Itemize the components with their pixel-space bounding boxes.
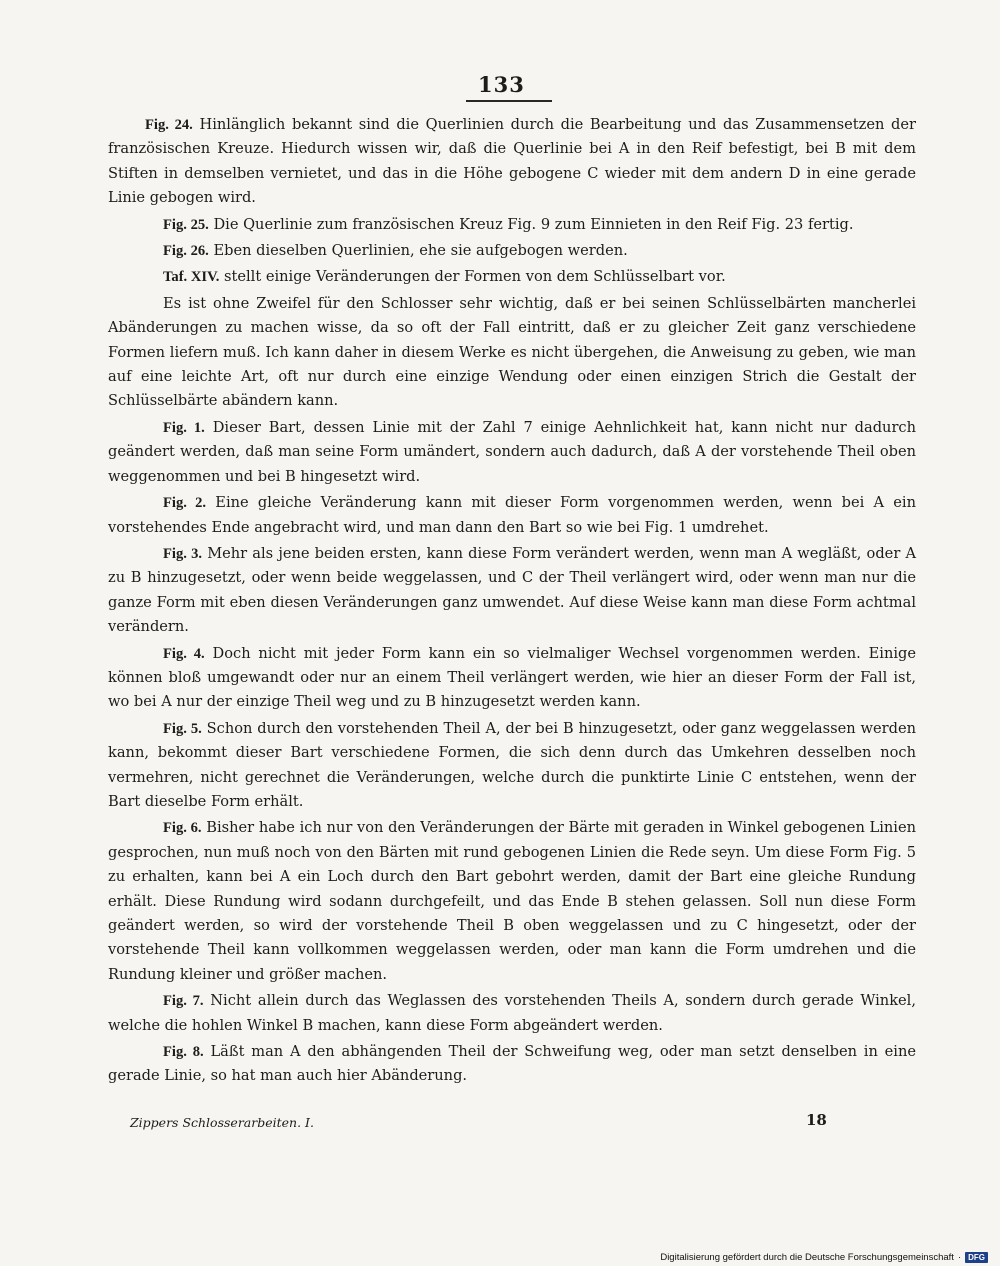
digitization-note: Digitalisierung gefördert durch die Deutsche Forschungsgemeinschaft <box>660 1252 954 1263</box>
paragraph-fig-6 <box>108 816 916 987</box>
paragraph-fig-3 <box>108 542 916 640</box>
separator-dot: · <box>957 1252 962 1263</box>
body-text <box>108 113 916 1089</box>
paragraph-fig-5 <box>108 717 916 815</box>
figure-label: Fig. 6. <box>163 820 202 837</box>
book-signature: Zippers Schlosserarbeiten. I. <box>130 1115 314 1130</box>
figure-label: Fig. 25. <box>163 216 209 233</box>
paragraph-text: Läßt man A den abhängenden Theil der Schweifung weg, oder man setzt denselben in eine gerade Linie, so hat man auch hier Abänderung. <box>108 1043 916 1085</box>
paragraph-fig-26 <box>108 239 916 263</box>
paragraph-text: Mehr als jene beiden ersten, kann diese Form verändert werden, wenn man A wegläßt, oder A zu B hinzugesetzt, oder wenn beide weggelassen, und C der Theil verlängert wird, oder wenn man nur die ganze Form mit eben diesen Veränderungen ganz umwendet. Auf diese Weise kann man diese Form achtmal verändern. <box>108 544 916 636</box>
paragraph-text: Doch nicht mit jeder Form kann ein so vielmaliger Wechsel vorgenommen werden. Einige können bloß umgewandt oder nur an einem Theil verlängert werden, wie hier an dieser Form der Fall ist, wo bei A nur der einzige Theil weg und zu B hinzugesetzt werden kann. <box>108 644 916 711</box>
paragraph-text: Nicht allein durch das Weglassen des vorstehenden Theils A, sondern durch gerade Winkel, welche die hohlen Winkel B machen, kann diese Form abgeändert werden. <box>108 992 916 1034</box>
figure-label: Fig. 2. <box>163 495 207 512</box>
figure-label: Fig. 3. <box>163 545 203 562</box>
paragraph-text: stellt einige Veränderungen der Formen von dem Schlüsselbart vor. <box>219 268 726 286</box>
paragraph-text: Die Querlinie zum französischen Kreuz Fig. 9 zum Einnieten in den Reif Fig. 23 fertig. <box>208 215 854 233</box>
paragraph-fig-2 <box>108 491 916 540</box>
plate-label: Taf. XIV. <box>163 269 220 286</box>
paragraph-fig-8 <box>108 1040 916 1089</box>
figure-label: Fig. 4. <box>163 645 205 662</box>
paragraph-fig-1 <box>108 416 916 489</box>
paragraph-text: Eben dieselben Querlinien, ehe sie aufgebogen werden. <box>208 242 628 260</box>
paragraph-fig-7 <box>108 989 916 1038</box>
paragraph-fig-24 <box>108 113 916 211</box>
paragraph-fig-25 <box>108 213 916 237</box>
dfg-logo-icon: DFG <box>965 1252 988 1263</box>
figure-label: Fig. 8. <box>163 1044 204 1061</box>
figure-label: Fig. 26. <box>163 243 209 260</box>
paragraph-text: Bisher habe ich nur von den Veränderungen der Bärte mit geraden in Winkel gebogenen Linien gesprochen, nun muß noch von den Bärten mit rund gebogenen Linien die Rede seyn. Um diese Form Fig. 5 zu erhalten, kann bei A ein Loch durch den Bart gebohrt werden, damit der Bart eine gleiche Rundung erhält. Diese Rundung wird sodann durchgefeilt, und das Ende B stehen gelassen. Soll nun diese Form geändert werden, so wird der vorstehende Theil B oben weggelassen und zu C hingesetzt, oder der vorstehende Theil kann vollkommen weggelassen werden, oder man kann die Form umdrehen und die Rundung kleiner und größer machen. <box>108 819 916 983</box>
paragraph-text: Dieser Bart, dessen Linie mit der Zahl 7 einige Aehnlichkeit hat, kann nicht nur dadurch geändert werden, daß man seine Form umändert, sondern auch dadurch, daß A der vorstehende Theil oben weggenommen und bei B hingesetzt wird. <box>108 418 916 485</box>
page-number: 133 <box>478 72 525 97</box>
figure-label: Fig. 1. <box>163 419 205 436</box>
figure-label: Fig. 5. <box>163 720 202 737</box>
sheet-number: 18 <box>806 1111 827 1129</box>
digitization-credit <box>660 1252 988 1263</box>
paragraph-text: Es ist ohne Zweifel für den Schlosser sehr wichtig, daß er bei seinen Schlüsselbärten mancherlei Abänderungen zu machen wisse, da so oft der Fall eintritt, daß er zu gleicher Zeit ganz verschiedene Formen liefern muß. Ich kann daher in diesem Werke es nicht übergehen, die Anweisung zu geben, wie man auf eine leichte Art, oft nur durch eine einzige Wendung oder einen einzigen Strich die Gestalt der Schlüsselbärte abändern kann. <box>108 294 916 410</box>
header-rule <box>466 100 552 102</box>
figure-label: Fig. 24. <box>145 117 193 133</box>
paragraph-text: Eine gleiche Veränderung kann mit dieser Form vorgenommen werden, wenn bei A ein vorstehendes Ende angebracht wird, und man dann den Bart so wie bei Fig. 1 umdrehet. <box>108 494 916 536</box>
figure-label: Fig. 7. <box>163 993 204 1010</box>
paragraph-text: Schon durch den vorstehenden Theil A, der bei B hinzugesetzt, oder ganz weggelassen werden kann, bekommt dieser Bart verschiedene Formen, die sich denn durch das Umkehren desselben noch vermehren, nicht gerechnet die Veränderungen, welche durch die punktirte Linie C entstehen, wenn der Bart dieselbe Form erhält. <box>108 719 916 810</box>
paragraph-text: Hinlänglich bekannt sind die Querlinien durch die Bearbeitung und das Zusammensetzen der französischen Kreuze. Hiedurch wissen wir, daß die Querlinie bei A in den Reif befestigt, bei B mit dem Stiften in demselben vernietet, und das in die Höhe gebogene C wieder mit dem andern D in eine gerade Linie gebogen wird. <box>108 116 916 207</box>
paragraph-taf-xiv <box>108 265 916 289</box>
paragraph-fig-4 <box>108 642 916 715</box>
paragraph-intro <box>108 292 916 414</box>
